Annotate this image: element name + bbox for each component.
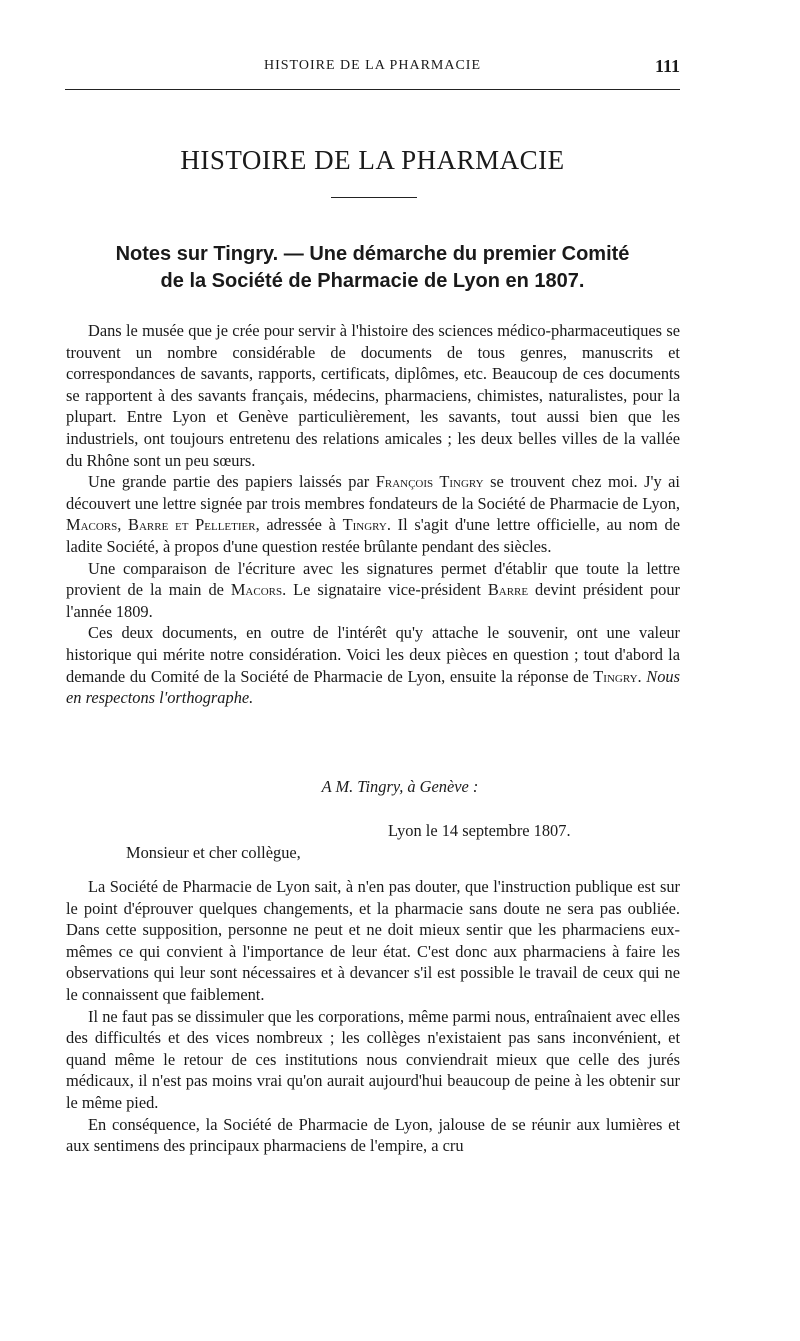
paragraph-2-text-a: Une grande partie des papiers laissés par	[88, 472, 376, 492]
person-name: Macors	[230, 580, 283, 600]
letter-paragraph-1: La Société de Pharmacie de Lyon sait, à n'en pas douter, que l'instruction publique est sur le point d'éprouver quelques changements, et la pharmacie sans doute ne sera pas oubliée. Dans cette supposition, personne ne peut et ne doit mieux sentir que les pharmaciens eux-mêmes ce qui convient à l'importance de leur état. C'est donc aux pharmaciens à faire les observations qui leur sont nécessaires et à devancer s'il est possible le travail de ceux qui ne le connaissent que faiblement.	[66, 877, 680, 1004]
subtitle-line-1: Notes sur Tingry. — Une démarche du premier Comité	[115, 243, 630, 265]
paragraph-2-text-c: , adressée à	[255, 515, 343, 535]
letter-body	[66, 876, 680, 1157]
letter-paragraph-3: En conséquence, la Société de Pharmacie de Lyon, jalouse de se réunir aux lumières et aux sentimens des principaux pharmaciens de l'empire, a cru	[66, 1114, 680, 1156]
person-names: Macors, Barre et Pelletier	[66, 515, 256, 535]
paragraph-4	[66, 622, 680, 708]
intro-text	[66, 320, 680, 709]
paragraph-4-text-a: Ces deux documents, en outre de l'intérêt qu'y attache le souvenir, ont une valeur historique qui mérite notre considération. Voici les deux pièces en question ; tout d'abord la demande du Comité de la Société de Pharmacie de Lyon, ensuite la réponse de	[66, 623, 680, 686]
paragraph-4-text-b: .	[637, 666, 647, 686]
running-head-title: HISTOIRE DE LA PHARMACIE	[263, 58, 482, 73]
letter-salutation: Monsieur et cher collègue,	[126, 843, 301, 862]
paragraph-3-text-b: . Le signataire vice-président	[282, 580, 488, 600]
paragraph-3-text-c: devint président pour l'année 1809.	[66, 580, 680, 621]
paragraph-3	[66, 558, 680, 623]
editorial-note: Nous en respectons l'orthographe.	[66, 666, 680, 708]
article-title: HISTOIRE DE LA PHARMACIE	[180, 145, 565, 175]
subtitle-line-2: de la Société de Pharmacie de Lyon en 1807.	[160, 270, 585, 292]
paragraph-2-text-d: . Il s'agit d'une lettre officielle, au nom de ladite Société, à propos d'une question restée brûlante pendant des siècles.	[66, 515, 680, 556]
letter-addressee: A M. Tingry, à Genève :	[321, 777, 479, 796]
paragraph-2	[66, 471, 680, 557]
title-rule	[331, 197, 417, 198]
article-subtitle	[65, 241, 680, 295]
person-name: Tingry	[342, 515, 387, 535]
letter-paragraph-2: Il ne faut pas se dissimuler que les corporations, même parmi nous, entraînaient avec elles des difficultés et des vices nombreux ; les collèges n'existaient pas sans inconvénient, et quand même le retour de ces institutions nous conviendrait mieux que celle des jurés médicaux, il n'est pas moins vrai qu'on aurait aujourd'hui beaucoup de peine à les obtenir sur le même pied.	[66, 1006, 680, 1112]
person-name: Tingry	[593, 666, 638, 686]
paragraph-2-text-b: se trouvent chez moi. J'y ai découvert une lettre signée par trois membres fondateurs de la Société de Pharmacie de Lyon,	[66, 472, 680, 513]
letter-dateline: Lyon le 14 septembre 1807.	[388, 821, 571, 840]
paragraph-1-text: Dans le musée que je crée pour servir à l'histoire des sciences médico-pharmaceutiques se trouvent un nombre considérable de documents de tous genres, manuscrits et correspondances de savants, rapports, certificats, diplômes, etc. Beaucoup de ces documents se rapportent à des savants français, médecins, pharmaciens, chimistes, naturalistes, pour la plupart. Entre Lyon et Genève particulièrement, les savants, tout aussi bien que les industriels, ont toujours entretenu des relations amicales ; les deux belles villes de la vallée du Rhône sont un peu sœurs.	[66, 321, 680, 470]
running-head	[65, 56, 680, 80]
page-number: 111	[654, 56, 680, 76]
paragraph-3-text-a: Une comparaison de l'écriture avec les signatures permet d'établir que toute la lettre provient de la main de	[66, 558, 680, 600]
person-name: Barre	[487, 580, 529, 600]
paragraph-1	[66, 320, 680, 471]
person-name: François Tingry	[375, 472, 484, 492]
header-rule	[65, 89, 680, 90]
